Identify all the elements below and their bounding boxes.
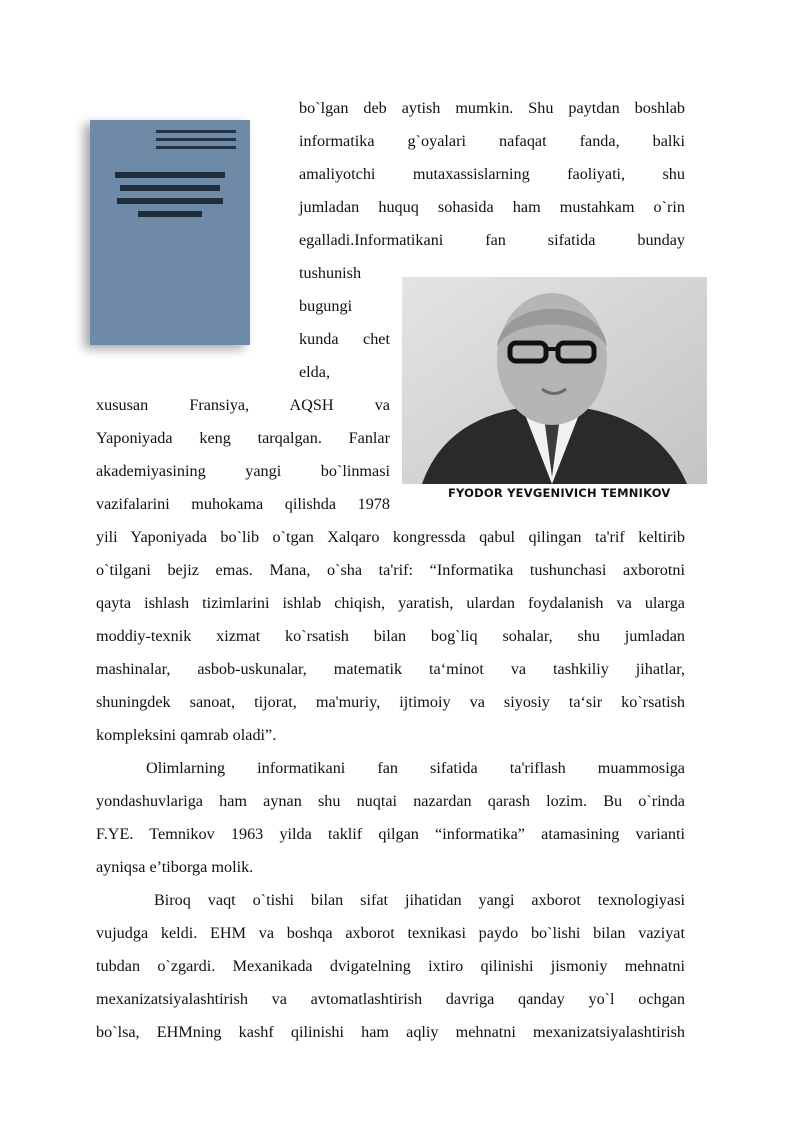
book-authors-graphic bbox=[156, 130, 236, 154]
text-line: kompleksini qamrab oladi”. bbox=[96, 726, 277, 744]
text-line: moddiy-texnik xizmat ko`rsatish bilan bog`liq sohalar, shu jumladan bbox=[96, 627, 685, 645]
text-line: mashinalar, asbob-uskunalar, matematik ta‘minot va tashkiliy jihatlar, bbox=[96, 660, 685, 678]
text-line: qayta ishlash tizimlarini ishlab chiqish, yaratish, ulardan foydalanish va ularga bbox=[96, 594, 685, 612]
figure-caption: FYODOR YEVGENIVICH TEMNIKOV bbox=[448, 486, 671, 500]
text-line: amaliyotchi mutaxassislarning faoliyati, shu bbox=[299, 165, 685, 183]
text-line: yondashuvlariga ham aynan shu nuqtai nazardan qarash lozim. Bu o`rinda bbox=[96, 792, 685, 810]
portrait-illustration bbox=[402, 277, 707, 484]
book-cover-image bbox=[90, 120, 250, 345]
text-line: ayniqsa e’tiborga molik. bbox=[96, 858, 254, 876]
text-line: tushunish bbox=[299, 264, 362, 282]
text-line: Biroq vaqt o`tishi bilan sifat jihatidan yangi axborot texnologiyasi bbox=[154, 891, 685, 909]
text-line: mexanizatsiyalashtirish va avtomatlashtirish davriga qanday yo`l ochgan bbox=[96, 990, 685, 1008]
text-line: bo`lgan deb aytish mumkin. Shu paytdan boshlab bbox=[299, 99, 685, 117]
text-line: informatika g`oyalari nafaqat fanda, balki bbox=[299, 132, 685, 150]
text-line: Yaponiyada keng tarqalgan. Fanlar bbox=[96, 429, 390, 447]
text-line: tubdan o`zgardi. Mexanikada dvigatelning ixtiro qilinishi jismoniy mehnatni bbox=[96, 957, 685, 975]
text-line: F.YE. Temnikov 1963 yilda taklif qilgan “informatika” atamasining varianti bbox=[96, 825, 685, 843]
text-line: vazifalarini muhokama qilishda 1978 bbox=[96, 495, 390, 513]
text-line: bo`lsa, EHMning kashf qilinishi ham aqliy mehnatni mexanizatsiyalashtirish bbox=[96, 1023, 685, 1041]
text-line: kunda chet bbox=[299, 330, 390, 348]
book-title-graphic bbox=[112, 172, 228, 224]
text-line: shuningdek sanoat, tijorat, ma'muriy, ijtimoiy va siyosiy ta‘sir ko`rsatish bbox=[96, 693, 685, 711]
text-line: egalladi.Informatikani fan sifatida bunday bbox=[299, 231, 685, 249]
text-line: vujudga keldi. EHM va boshqa axborot texnikasi paydo bo`lishi bilan vaziyat bbox=[96, 924, 685, 942]
portrait-photo bbox=[402, 277, 707, 484]
text-line: yili Yaponiyada bo`lib o`tgan Xalqaro kongressda qabul qilingan ta'rif keltirib bbox=[96, 528, 685, 546]
text-line: jumladan huquq sohasida ham mustahkam o`rin bbox=[299, 198, 685, 216]
text-line: xususan Fransiya, AQSH va bbox=[96, 396, 390, 414]
text-line: bugungi bbox=[299, 297, 353, 315]
text-line: elda, bbox=[299, 363, 331, 381]
text-line: Olimlarning informatikani fan sifatida ta'riflash muammosiga bbox=[146, 759, 685, 777]
text-line: o`tilgani bejiz emas. Mana, o`sha ta'rif: “Informatika tushunchasi axborotni bbox=[96, 561, 685, 579]
text-line: akademiyasining yangi bo`linmasi bbox=[96, 462, 390, 480]
